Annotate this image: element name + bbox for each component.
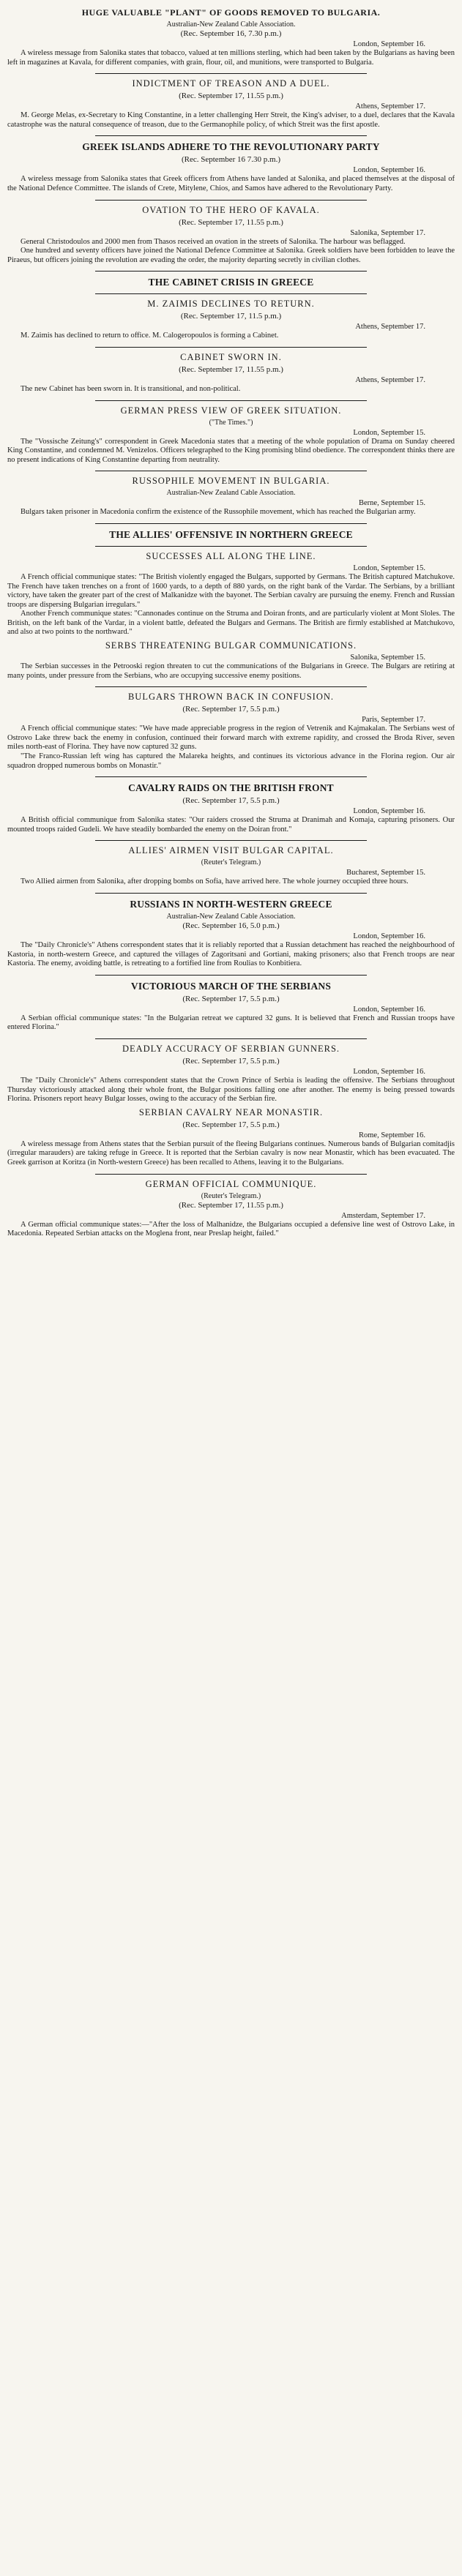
divider [95, 400, 367, 401]
article-russians-nw-greece [7, 899, 455, 969]
article-serbian-cavalry [7, 1107, 455, 1168]
source-line: Australian-New Zealand Cable Association. [166, 913, 296, 921]
article-treason-duel [7, 78, 455, 130]
received-line: (Rec. September 17, 5.5 p.m.) [182, 796, 280, 806]
article-serbian-gunners [7, 1044, 455, 1104]
newspaper-page [0, 0, 462, 1246]
dateline: London, September 15. [353, 428, 425, 437]
received-line: (Rec. September 16, 7.30 p.m.) [180, 29, 282, 38]
source-line: ("The Times.") [209, 418, 253, 427]
headline: SERBIAN CAVALRY NEAR MONASTIR. [138, 1107, 324, 1117]
paragraph: "The Franco-Russian left wing has captured the Malareka heights, and continues its victorious advance in the Florina region. Our air squadron dropped numerous bombs on Monastir." [7, 752, 455, 770]
paragraph: The "Daily Chronicle's" Athens correspondent states that the Crown Prince of Serbia is leading the offensive. The Serbians throughout Thursday victoriously attacked along their whole front, the Bulgar positions falling one after another. The enemy is being pressed towards Florina. Prisoners report heavy Bulgar losses, owing to the accuracy of the Serbian fire. [7, 1076, 455, 1104]
article-serbs-threatening [7, 640, 455, 681]
divider [95, 200, 367, 201]
paragraph: A wireless message from Salonika states that tobacco, valued at ten millions sterling, which had been taken by the Bulgarians as having been left in magazines at Kavala, for different companies, with grain, flour, oil, and munitions, were transported to Bulgaria. [7, 49, 455, 67]
source-line: Australian-New Zealand Cable Association. [166, 20, 296, 29]
paragraph: Two Allied airmen from Salonika, after dropping bombs on Sofia, have arrived here. The whole journey occupied three hours. [21, 877, 409, 886]
headline: RUSSOPHILE MOVEMENT IN BULGARIA. [132, 476, 330, 487]
paragraph: A French official communique states: "We have made appreciable progress in the region of Vetrenik and Kajmakalan. The Serbians west of Ostrovo Lake threw back the enemy in confusion, continued their forward march with extreme rapidity, and crossed the Broda River, seven miles north-east of Florina. They have now captured 32 guns. [7, 724, 455, 752]
article-cavalry-raids [7, 783, 455, 834]
received-line: (Rec. September 17, 11.5 p.m.) [180, 312, 282, 321]
divider [95, 135, 367, 136]
dateline: London, September 16. [353, 932, 425, 940]
paragraph: The Serbian successes in the Petrooski region threaten to cut the communications of the Bulgarians in Greece. The Bulgars are retiring at many points, under pressure from the Serbians, who are occupying successive enemy positions. [7, 662, 455, 680]
dateline: London, September 16. [353, 807, 425, 816]
dateline: Amsterdam, September 17. [341, 1211, 425, 1220]
source-line: (Reuter's Telegram.) [201, 1191, 261, 1200]
divider [95, 1038, 367, 1039]
section-cabinet-crisis [7, 277, 455, 288]
dateline: Athens, September 17. [355, 375, 425, 384]
paragraph: M. George Melas, ex-Secretary to King Constantine, in a letter challenging Herr Streit, the King's adviser, to a duel, declares that the Kavala catastrophe was the natural consequence of treason, due to the Germanophile policy, of which Streit was the first apostle. [7, 111, 455, 129]
paragraph: A German official communique states:—"After the loss of Malhanidze, the Bulgarians occupied a defensive line west of Ostrovo Lake, in Macedonia. Repeated Serbian attacks on the Moglena front, near Preslap height, failed." [7, 1220, 455, 1238]
article-plant-of-goods [7, 7, 455, 67]
headline: CAVALRY RAIDS ON THE BRITISH FRONT [128, 782, 334, 794]
article-german-communique [7, 1179, 455, 1239]
headline: SUCCESSES ALL ALONG THE LINE. [146, 550, 316, 561]
paragraph: One hundred and seventy officers have joined the National Defence Committee at Salonika. Greek soldiers have been forbidden to leave the Piraeus, but officers joining the revolution are evading the order, the majority departing secretly in civilian clothes. [7, 247, 455, 264]
headline: ALLIES' AIRMEN VISIT BULGAR CAPITAL. [128, 845, 334, 856]
paragraph: M. Zaimis has declined to return to office. M. Calogeropoulos is forming a Cabinet. [21, 332, 279, 340]
dateline: London, September 16. [353, 1005, 425, 1014]
paragraph: A wireless message from Salonika states that Greek officers from Athens have landed at Salonika, and placed themselves at the disposal of the National Defence Committee. The islands of Crete, Mitylene, Chios, and Samos have adhered to the Revolutionary Party. [7, 175, 455, 192]
article-bulgars-thrown-back [7, 692, 455, 771]
dateline: London, September 16. [353, 40, 425, 48]
divider [95, 546, 367, 547]
paragraph: The "Vossische Zeitung's" correspondent in Greek Macedonia states that a meeting of the whole population of Drama on Sunday cheered King Constantine, and condemned M. Venizelos. Officers telegraphed to the King promising blind obedience. The correspondent thinks there are no present indications of King Constantine departing from neutrality. [7, 437, 455, 464]
headline: VICTORIOUS MARCH OF THE SERBIANS [130, 980, 332, 992]
divider [95, 893, 367, 894]
headline: SERBS THREATENING BULGAR COMMUNICATIONS. [105, 640, 357, 651]
dateline: Paris, September 17. [362, 716, 425, 724]
paragraph: The "Daily Chronicle's" Athens correspondent states that it is reliably reported that a Russian detachment has reached the neighbourhood of Kastoria, in north-western Greece, and captured the villages of Zagoritsani and Gortiani, making prisoners; also that French troops are near Kastoria. The enemy, avoiding battle, is retreating to a fortified line from Roulias to Konbitiera. [7, 941, 455, 968]
paragraph: A British official communique from Salonika states: "Our raiders crossed the Struma at Dranimah and Komaja, capturing prisoners. Our mounted troops raided Gudeli. We have steadily bombarded the enemy on the Doiran front." [7, 816, 455, 834]
headline: CABINET SWORN IN. [180, 351, 282, 362]
headline: M. ZAIMIS DECLINES TO RETURN. [147, 299, 315, 310]
headline: INDICTMENT OF TREASON AND A DUEL. [132, 78, 330, 89]
received-line: (Rec. September 17, 11.55 p.m.) [179, 217, 283, 227]
divider [95, 271, 367, 272]
dateline: Salonika, September 17. [350, 228, 425, 237]
headline: RUSSIANS IN NORTH-WESTERN GREECE [130, 899, 332, 910]
divider [95, 73, 367, 74]
section-headline: THE CABINET CRISIS IN GREECE [148, 277, 314, 288]
article-zaimis-declines [7, 299, 455, 341]
headline: DEADLY ACCURACY OF SERBIAN GUNNERS. [122, 1043, 340, 1054]
dateline: Rome, September 16. [359, 1131, 425, 1139]
source-line: Australian-New Zealand Cable Association. [166, 489, 296, 498]
article-ovation-kavala [7, 205, 455, 266]
article-victorious-march [7, 981, 455, 1033]
source-line: (Reuter's Telegram.) [201, 858, 261, 867]
headline: HUGE VALUABLE "PLANT" OF GOODS REMOVED TO BULGARIA. [81, 7, 381, 18]
article-german-press [7, 405, 455, 465]
article-russophile [7, 476, 455, 517]
section-headline: THE ALLIES' OFFENSIVE IN NORTHERN GREECE [109, 528, 353, 540]
headline: OVATION TO THE HERO OF KAVALA. [142, 204, 320, 215]
received-line: (Rec. September 17, 5.5 p.m.) [182, 1120, 280, 1129]
article-greek-islands [7, 142, 455, 193]
article-cabinet-sworn [7, 352, 455, 394]
received-line: (Rec. September 17, 5.5 p.m.) [182, 705, 280, 714]
divider [95, 1174, 367, 1175]
divider [95, 686, 367, 687]
received-line: (Rec. September 17, 5.5 p.m.) [182, 1056, 280, 1066]
headline: GERMAN PRESS VIEW OF GREEK SITUATION. [120, 405, 342, 416]
received-line: (Rec. September 16 7.30 p.m.) [181, 155, 281, 165]
paragraph: The new Cabinet has been sworn in. It is transitional, and non-political. [21, 384, 241, 393]
paragraph: Bulgars taken prisoner in Macedonia confirm the existence of the Russophile movement, which has reached the Bulgarian army. [21, 508, 416, 517]
divider [95, 293, 367, 294]
dateline: Berne, September 15. [359, 499, 425, 508]
dateline: London, September 16. [353, 166, 425, 175]
received-line: (Rec. September 17, 11.55 p.m.) [179, 1200, 283, 1210]
dateline: London, September 15. [353, 564, 425, 572]
headline: GREEK ISLANDS ADHERE TO THE REVOLUTIONARY PARTY [82, 141, 380, 153]
dateline: London, September 16. [353, 1067, 425, 1076]
divider [95, 975, 367, 976]
divider [95, 523, 367, 524]
divider [95, 840, 367, 841]
paragraph: A Serbian official communique states: "In the Bulgarian retreat we captured 32 guns. It is believed that French and Russian troops have entered Florina." [7, 1014, 455, 1032]
paragraph: A French official communique states: "The British violently engaged the Bulgars, supported by Germans. The British captured Matchukove. The French have taken trenches on a front of 1600 yards, to a depth of 880 yards, on the right bank of the Vardar. The Serbians, by a brilliant victory, have taken the greater part of the crest of Malkanidze with the bayonet. The Serbian cavalry are pursuing the enemy. French and Russian troops are dispersing Bulgarian irregulars." [7, 572, 455, 609]
received-line: (Rec. September 16, 5.0 p.m.) [182, 921, 280, 930]
divider [95, 776, 367, 777]
article-successes [7, 551, 455, 637]
paragraph: A wireless message from Athens states that the Serbian pursuit of the fleeing Bulgarians continues. Numerous bands of Bulgarian comitadjis (irregular marauders) are taking refuge in Greece. It is reported that the Serbian cavalry is now near Monastir, which has been evacuated. The Greek garrison at Koritza (in North-western Greece) has been recalled to Athens, leaving it to the Bulgarians. [7, 1139, 455, 1167]
headline: GERMAN OFFICIAL COMMUNIQUE. [145, 1178, 317, 1189]
article-airmen-sofia [7, 845, 455, 887]
dateline: Bucharest, September 15. [346, 869, 425, 877]
received-line: (Rec. September 17, 11.55 p.m.) [179, 91, 283, 101]
received-line: (Rec. September 17, 5.5 p.m.) [182, 994, 280, 1003]
section-allies-offensive [7, 530, 455, 540]
dateline: Athens, September 17. [355, 323, 425, 332]
divider [95, 347, 367, 348]
headline: BULGARS THROWN BACK IN CONFUSION. [127, 692, 335, 703]
received-line: (Rec. September 17, 11.55 p.m.) [179, 364, 283, 374]
paragraph: Another French communique states: "Cannonades continue on the Struma and Doiran fronts, and are particularly violent at Mont Sloles. The British, on the left bank of the Vardar, in a violent battle, defeated the Bulgars and Germans. The British are firmly established at Matchukovo, and also at two points to the northward." [7, 610, 455, 637]
paragraph: General Christodoulos and 2000 men from Thasos received an ovation in the streets of Salonika. The harbour was beflagged. [21, 237, 406, 246]
dateline: Salonika, September 15. [350, 654, 425, 662]
dateline: Athens, September 17. [355, 102, 425, 111]
